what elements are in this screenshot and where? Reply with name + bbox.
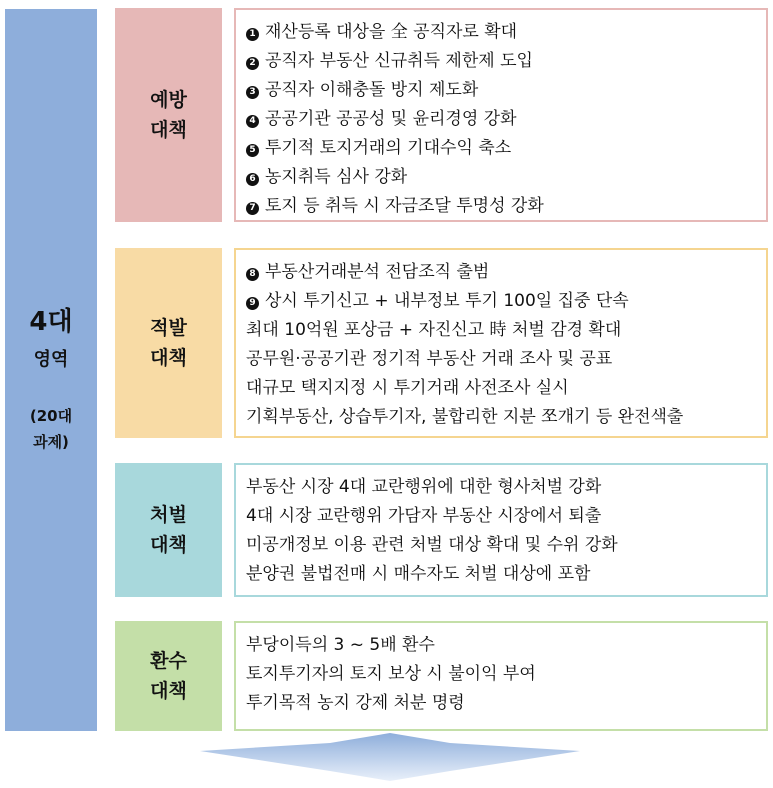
category-title-title2: 대책 [150, 534, 187, 556]
measure-item [246, 403, 766, 432]
category-title-title2: 대책 [150, 119, 187, 141]
number-bullet-icon: 4 [246, 115, 259, 128]
number-bullet-icon: 8 [246, 268, 259, 281]
side-sub-1: (20대 [29, 407, 73, 425]
measure-item [246, 531, 766, 560]
measure-text: 재산등록 대상을 全 공직자로 확대 [265, 22, 518, 42]
measure-text: 공무원·공공기관 정기적 부동산 거래 조사 및 공표 [246, 349, 613, 369]
category-title-title1: 적발 [150, 317, 187, 339]
measure-item [246, 134, 766, 163]
measure-item [246, 163, 766, 192]
measure-item [246, 76, 766, 105]
measure-text: 4대 시장 교란행위 가담자 부동산 시장에서 퇴출 [246, 506, 602, 526]
measure-item [246, 502, 766, 531]
category-title-title2: 대책 [150, 347, 187, 369]
measure-text: 공직자 부동산 신규취득 제한제 도입 [265, 51, 533, 71]
number-bullet-icon: 6 [246, 173, 259, 186]
measure-text: 부동산거래분석 전담조직 출범 [265, 262, 490, 282]
measure-item [246, 47, 766, 76]
measure-text: 농지취득 심사 강화 [265, 167, 408, 187]
measure-item [246, 192, 766, 221]
number-bullet-icon: 5 [246, 144, 259, 157]
category-label [115, 463, 222, 597]
measure-item [246, 18, 766, 47]
measure-text: 투기목적 농지 강제 처분 명령 [246, 693, 465, 713]
measures-box [234, 463, 768, 597]
measure-item [246, 560, 766, 589]
measure-text: 부당이득의 3 ~ 5배 환수 [246, 635, 435, 655]
category-title-title1: 예방 [150, 89, 187, 111]
measure-item [246, 631, 766, 660]
measure-item [246, 316, 766, 345]
measure-text: 분양권 불법전매 시 매수자도 처벌 대상에 포함 [246, 564, 591, 584]
measure-text: 토지투기자의 토지 보상 시 불이익 부여 [246, 664, 536, 684]
measure-item [246, 473, 766, 502]
measures-box [234, 248, 768, 438]
measure-text: 기획부동산, 상습투기자, 불합리한 지분 쪼개기 등 완전색출 [246, 407, 684, 427]
number-bullet-icon: 7 [246, 202, 259, 215]
measure-text: 투기적 토지거래의 기대수익 축소 [265, 138, 512, 158]
measure-item [246, 287, 766, 316]
up-arrow-icon [200, 733, 580, 783]
measure-text: 최대 10억원 포상금 + 자진신고 時 처벌 감경 확대 [246, 320, 622, 340]
category-label [115, 8, 222, 222]
measure-text: 토지 등 취득 시 자금조달 투명성 강화 [265, 196, 544, 216]
category-title-title1: 환수 [150, 650, 187, 672]
four-areas-side-bar [5, 9, 97, 731]
number-bullet-icon: 3 [246, 86, 259, 99]
measures-box [234, 8, 768, 222]
measure-item [246, 345, 766, 374]
side-title-2: 영역 [33, 349, 69, 370]
measure-item [246, 258, 766, 287]
measure-text: 상시 투기신고 + 내부정보 투기 100일 집중 단속 [265, 291, 629, 311]
number-bullet-icon: 2 [246, 57, 259, 70]
measure-text: 부동산 시장 4대 교란행위에 대한 형사처벌 강화 [246, 477, 602, 497]
measure-text: 미공개정보 이용 관련 처벌 대상 확대 및 수위 강화 [246, 535, 618, 555]
measure-item [246, 105, 766, 134]
measure-item [246, 689, 766, 718]
category-title-title2: 대책 [150, 680, 187, 702]
measure-text: 공공기관 공공성 및 윤리경영 강화 [265, 109, 517, 129]
category-title-title1: 처벌 [150, 504, 187, 526]
side-sub-2: 과제) [33, 433, 69, 451]
measure-item [246, 374, 766, 403]
category-label [115, 248, 222, 438]
measure-item [246, 660, 766, 689]
measures-box [234, 621, 768, 731]
category-label [115, 621, 222, 731]
number-bullet-icon: 1 [246, 28, 259, 41]
measure-text: 대규모 택지지정 시 투기거래 사전조사 실시 [246, 378, 569, 398]
side-title-1: 4대 [29, 307, 73, 337]
measure-text: 공직자 이해충돌 방지 제도화 [265, 80, 479, 100]
number-bullet-icon: 9 [246, 297, 259, 310]
